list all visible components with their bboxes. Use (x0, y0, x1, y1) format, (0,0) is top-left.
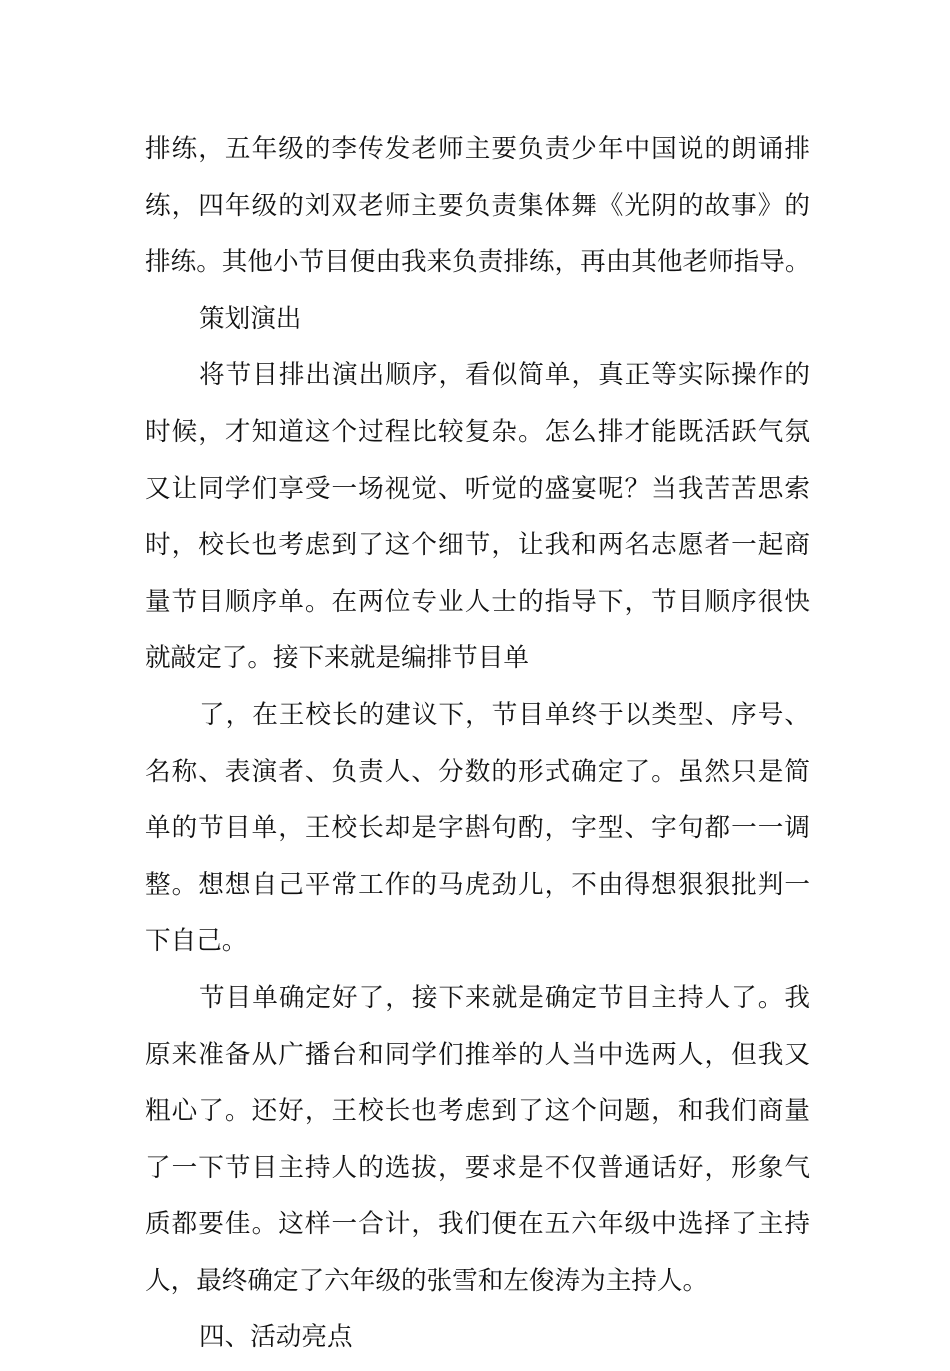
text-line: 下自己。 (145, 926, 248, 957)
text-line: 将节目排出演出顺序，看似简单，真正等实际操作的 (199, 360, 810, 391)
text-line: 整。想想自己平常工作的马虎劲儿，不由得想狠狠批判一 (145, 869, 810, 900)
text-line: 时候，才知道这个过程比较复杂。怎么排才能既活跃气氛 (145, 416, 810, 447)
text-line: 量节目顺序单。在两位专业人士的指导下，节目顺序很快 (145, 586, 810, 617)
text-line: 练，四年级的刘双老师主要负责集体舞《光阴的故事》的 (145, 190, 810, 221)
text-line: 又让同学们享受一场视觉、听觉的盛宴呢？当我苦苦思索 (145, 473, 810, 504)
body-text (145, 126, 810, 1371)
text-line: 排练。其他小节目便由我来负责排练，再由其他老师指导。 (145, 247, 811, 278)
text-line: 节目单确定好了，接下来就是确定节目主持人了。我 (199, 982, 810, 1013)
section-heading: 四、活动亮点 (199, 1322, 353, 1353)
text-line: 就敲定了。接下来就是编排节目单 (145, 643, 529, 674)
text-line: 了一下节目主持人的选拔，要求是不仅普通话好，形象气 (145, 1152, 810, 1183)
text-line: 名称、表演者、负责人、分数的形式确定了。虽然只是简 (145, 756, 810, 787)
section-heading: 策划演出 (199, 303, 302, 334)
text-line: 时，校长也考虑到了这个细节，让我和两名志愿者一起商 (145, 530, 810, 561)
text-line: 原来准备从广播台和同学们推举的人当中选两人，但我又 (145, 1039, 810, 1070)
text-line: 粗心了。还好，王校长也考虑到了这个问题，和我们商量 (145, 1096, 810, 1127)
text-line: 人，最终确定了六年级的张雪和左俊涛为主持人。 (145, 1265, 709, 1296)
text-line: 排练，五年级的李传发老师主要负责少年中国说的朗诵排 (145, 134, 810, 164)
text-line: 质都要佳。这样一合计，我们便在五六年级中选择了主持 (145, 1209, 810, 1240)
text-line: 单的节目单，王校长却是字斟句酌，字型、字句都一一调 (145, 813, 810, 844)
text-line: 了，在王校长的建议下，节目单终于以类型、序号、 (199, 699, 810, 730)
